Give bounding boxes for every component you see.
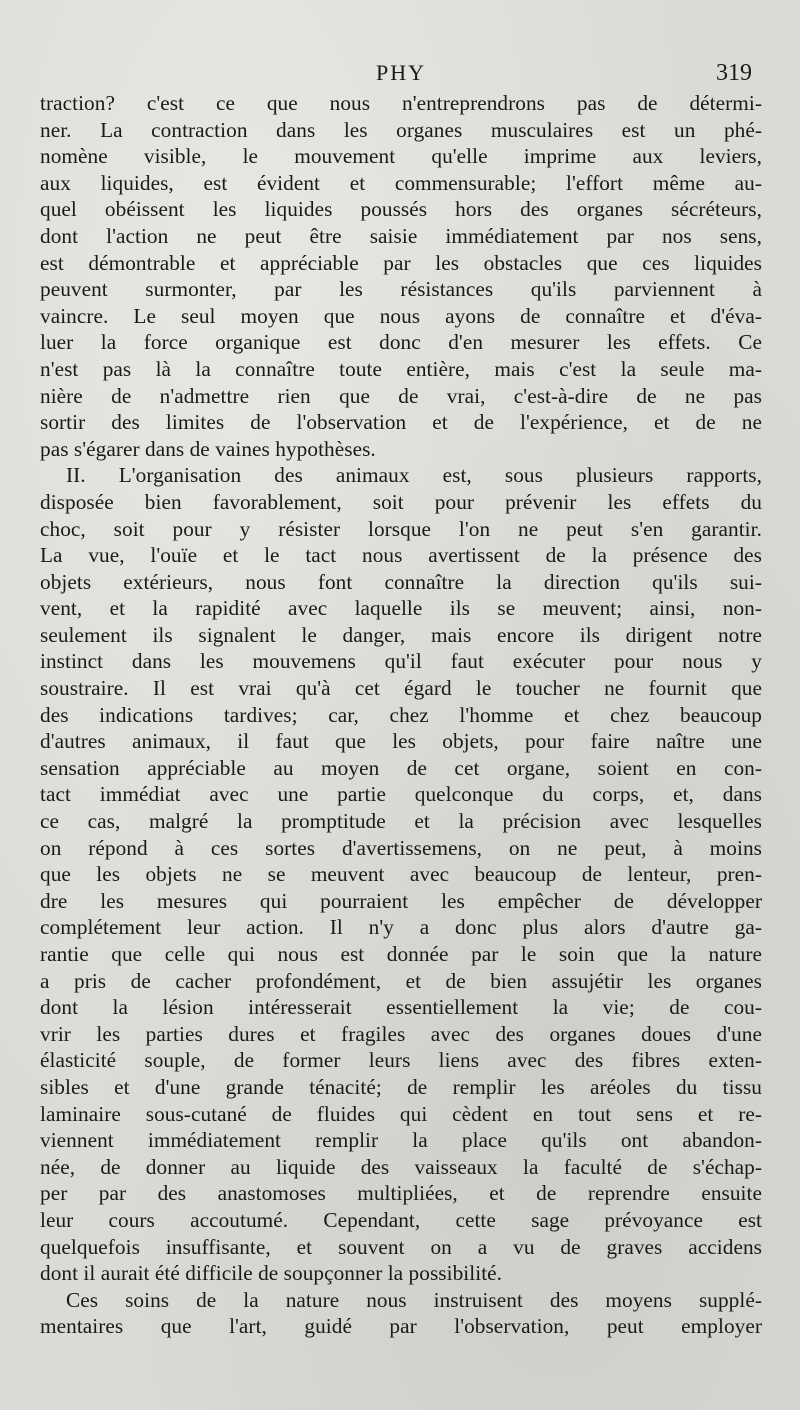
text-line: ner. La contraction dans les organes musculaires est un phé-: [40, 117, 762, 142]
running-head: [40, 58, 762, 88]
text-line: on répond à ces sortes d'avertissemens, on ne peut, à moins: [40, 835, 762, 860]
text-line: peuvent surmonter, par les résistances qu'ils parviennent à: [40, 277, 762, 302]
text-line: objets extérieurs, nous font connaître la direction qu'ils sui-: [40, 569, 762, 594]
text-line: n'est pas là la connaître toute entière, mais c'est la seule ma-: [40, 356, 762, 381]
text-line: d'autres animaux, il faut que les objets, pour faire naître une: [40, 729, 762, 754]
paragraph-2: [40, 462, 762, 1286]
text-line: nomène visible, le mouvement qu'elle imprime aux leviers,: [40, 144, 762, 169]
text-line: tact immédiat avec une partie quelconque du corps, et, dans: [40, 782, 762, 807]
text-line: dont l'action ne peut être saisie immédiatement par nos sens,: [40, 223, 762, 248]
text-line: sortir des limites de l'observation et de l'expérience, et de ne: [40, 410, 762, 435]
text-line: pas s'égarer dans de vaines hypothèses.: [40, 436, 376, 461]
text-line: que les objets ne se meuvent avec beaucoup de lenteur, pren-: [40, 862, 762, 887]
text-line: viennent immédiatement remplir la place qu'ils ont abandon-: [40, 1128, 762, 1153]
text-line: instinct dans les mouvemens qu'il faut exécuter pour nous y: [40, 649, 762, 674]
text-line: complétement leur action. Il n'y a donc plus alors d'autre ga-: [40, 915, 762, 940]
text-line: vaincre. Le seul moyen que nous ayons de connaître et d'éva-: [40, 303, 762, 328]
text-line: La vue, l'ouïe et le tact nous avertissent de la présence des: [40, 543, 762, 568]
text-line: élasticité souple, de former leurs liens avec des fibres exten-: [40, 1048, 762, 1073]
text-line: disposée bien favorablement, soit pour prévenir les effets du: [40, 489, 762, 514]
text-line: quel obéissent les liquides poussés hors des organes sécréteurs,: [40, 197, 762, 222]
text-line: laminaire sous-cutané de fluides qui cèdent en tout sens et re-: [40, 1101, 762, 1126]
text-line: rantie que celle qui nous est donnée par le soin que la nature: [40, 942, 762, 966]
text-line: est démontrable et appréciable par les obstacles que ces liquides: [40, 250, 762, 275]
text-line: aux liquides, est évident et commensurable; l'effort même au-: [40, 170, 762, 195]
text-line: choc, soit pour y résister lorsque l'on ne peut s'en garantir.: [40, 516, 762, 541]
text-line: soustraire. Il est vrai qu'à cet égard le toucher ne fournit que: [40, 676, 762, 701]
text-line: dont la lésion intéresserait essentiellement la vie; de cou-: [40, 995, 762, 1020]
paragraph-3: [40, 1287, 762, 1340]
text-line: dre les mesures qui pourraient les empêcher de développer: [40, 888, 762, 913]
text-line: quelquefois insuffisante, et souvent on a vu de graves accidens: [40, 1234, 762, 1259]
text-line: luer la force organique est donc d'en mesurer les effets. Ce: [40, 330, 762, 355]
text-line: traction? c'est ce que nous n'entreprendrons pas de détermi-: [40, 91, 762, 115]
text-line: née, de donner au liquide des vaisseaux la faculté de s'échap-: [40, 1154, 762, 1179]
paragraph-1: [40, 90, 762, 462]
text-line: sensation appréciable au moyen de cet organe, soient en con-: [40, 755, 762, 780]
text-line: dont il aurait été difficile de soupçonner la possibilité.: [40, 1261, 503, 1286]
text-line: vent, et la rapidité avec laquelle ils se meuvent; ainsi, non-: [40, 596, 762, 621]
text-line: des indications tardives; car, chez l'homme et chez beaucoup: [40, 702, 762, 727]
running-title: PHY: [375, 60, 426, 85]
text-line: vrir les parties dures et fragiles avec des organes doues d'une: [40, 1021, 762, 1046]
text-line: ce cas, malgré la promptitude et la précision avec lesquelles: [40, 809, 762, 834]
text-line: sibles et d'une grande ténacité; de remplir les aréoles du tissu: [40, 1074, 762, 1099]
text-line: a pris de cacher profondément, et de bien assujétir les organes: [40, 968, 762, 993]
text-line: leur cours accoutumé. Cependant, cette sage prévoyance est: [40, 1207, 762, 1232]
text-line: II. L'organisation des animaux est, sous plusieurs rapports,: [66, 463, 762, 488]
text-line: nière de n'admettre rien que de vrai, c'est-à-dire de ne pas: [40, 383, 762, 408]
body-text: [40, 90, 762, 1340]
text-line: per par des anastomoses multipliées, et de reprendre ensuite: [40, 1181, 762, 1206]
page-number: 319: [716, 60, 752, 86]
text-line: Ces soins de la nature nous instruisent des moyens supplé-: [66, 1287, 762, 1312]
text-line: mentaires que l'art, guidé par l'observation, peut employer: [40, 1314, 762, 1339]
text-line: seulement ils signalent le danger, mais encore ils dirigent notre: [40, 622, 762, 647]
